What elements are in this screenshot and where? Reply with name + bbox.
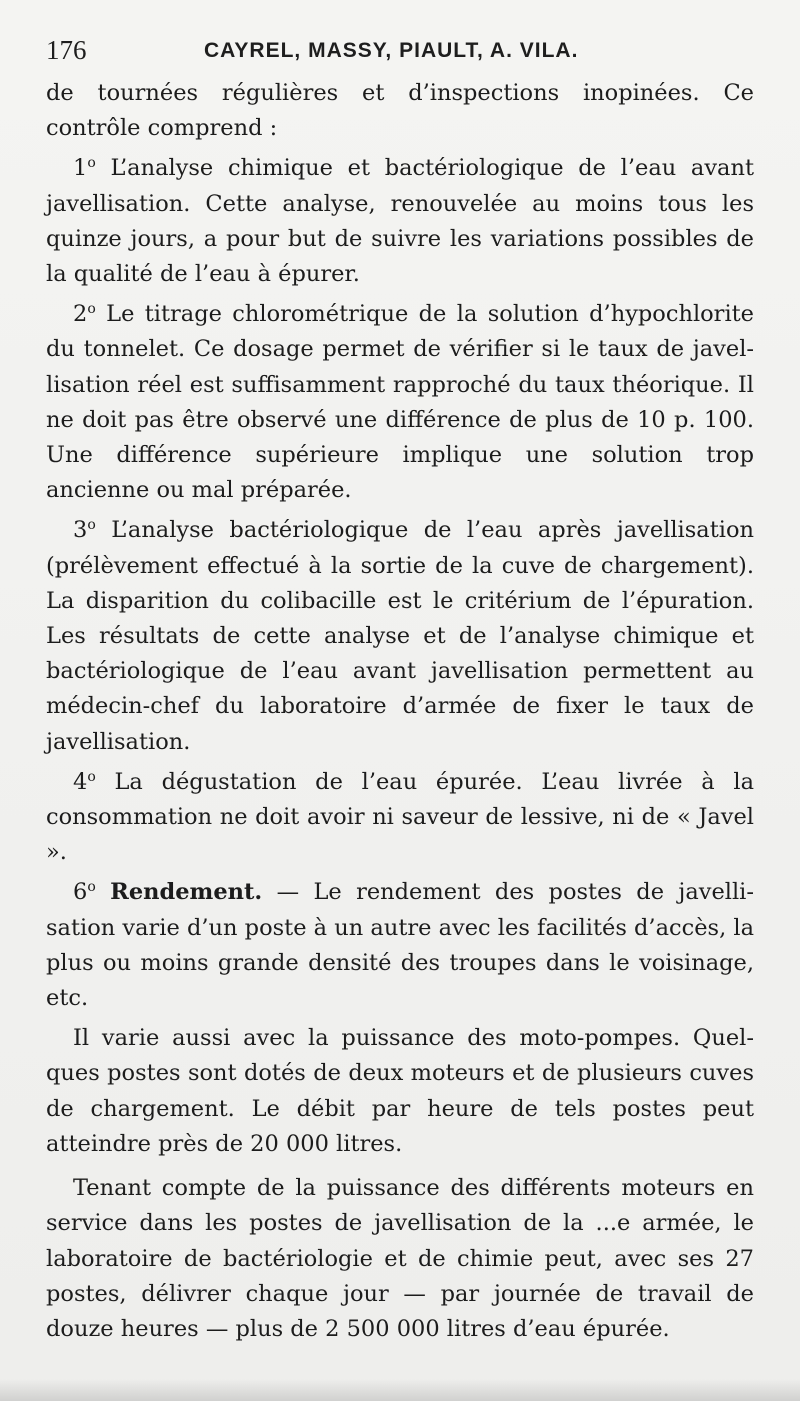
item-text: Le titrage chlorométrique de la solution d’hypochlorite du tonnelet. Ce dosage permet de vérifier si le taux de javellisation réel est suffisamment rapproché du taux théorique. Il ne doit pas être observé une différence de plus de 10 p. 100. Une différence supérieure implique une solution trop ancienne ou mal préparée.: [46, 301, 754, 504]
page-header: [46, 34, 754, 66]
item-number: 2$^o$: [73, 301, 96, 328]
paragraph-item-1: [46, 151, 754, 292]
section-text: — Le rendement des postes de javellisation varie d’un poste à un autre avec les facilités d’accès, la plus ou moins grande densité des troupes dans le voisinage, etc.: [46, 879, 754, 1012]
page-number: 176: [46, 35, 87, 65]
paragraph-conclusion: Tenant compte de la puissance des différents moteurs en service dans les postes de javellisation de la ...e armée, le laboratoire de bactériologie et de chimie peut, avec ses 27 postes, délivrer chaque jour — par journée de travail de douze heures — plus de 2 500 000 litres d’eau épurée.: [46, 1175, 754, 1342]
body-text: [46, 76, 754, 1347]
paragraph-intro: de tournées régulières et d’inspections inopinées. Ce contrôle comprend :: [46, 80, 754, 142]
paragraph-item-3: [46, 513, 754, 759]
section-number: 6$^o$: [73, 879, 96, 906]
item-number: 3$^o$: [73, 517, 96, 544]
paragraph-item-4: [46, 765, 754, 871]
item-number: 4$^o$: [73, 768, 96, 795]
item-text: La dégustation de l’eau épurée. L’eau livrée à la consommation ne doit avoir ni saveur de lessive, ni de « Javel ».: [46, 768, 754, 866]
item-text: L’analyse chimique et bactériologique de l’eau avant javellisation. Cette analyse, renouvelée au moins tous les quinze jours, a pour but de suivre les variations possibles de la qualité de l’eau à épurer.: [46, 155, 754, 288]
section-heading: Rendement.: [110, 879, 263, 906]
paragraph-moto-pompes: Il varie aussi avec la puissance des moto-pompes. Quelques postes sont dotés de deux moteurs et de plusieurs cuves de chargement. Le débit par heure de tels postes peut atteindre près de 20 000 litres.: [46, 1025, 754, 1157]
paragraph-item-2: [46, 297, 754, 508]
paragraph-section-rendement: [46, 875, 754, 1016]
item-text: L’analyse bactériologique de l’eau après javellisation (prélèvement effectué à la sortie de la cuve de chargement). La disparition du colibacille est le critérium de l’épuration. Les résultats de cette analyse et de l’analyse chimique et bactériologique de l’eau avant javellisation permettent au médecin-chef du laboratoire d’armée de fixer le taux de javellisation.: [46, 517, 754, 755]
item-number: 1$^o$: [73, 155, 96, 182]
running-head: CAYREL, MASSY, PIAULT, A. VILA.: [204, 39, 579, 62]
